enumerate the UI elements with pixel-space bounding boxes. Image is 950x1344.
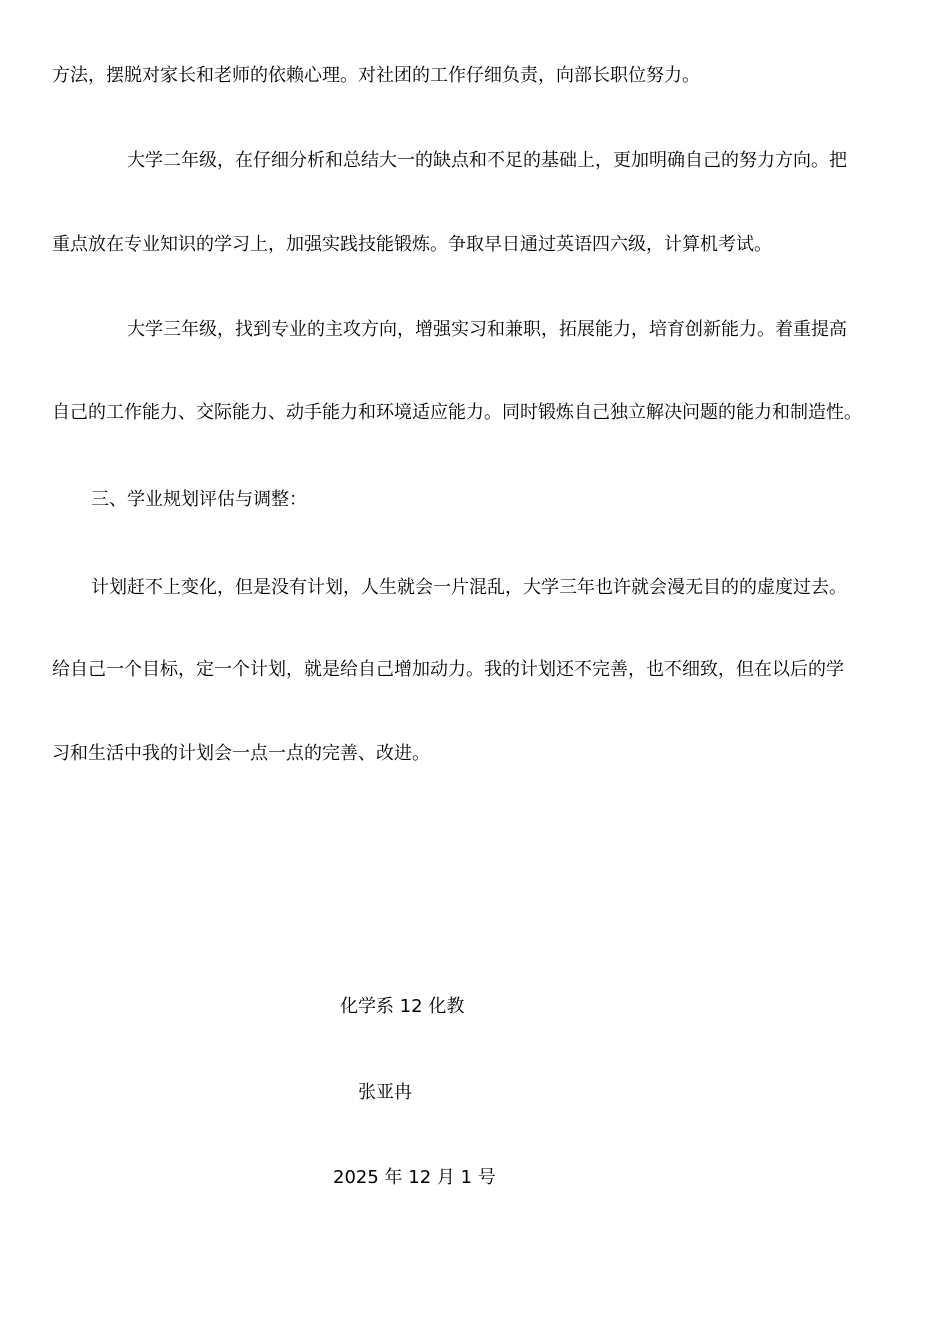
paragraph-line: 重点放在专业知识的学习上，加强实践技能锻炼。争取早日通过英语四六级，计算机考试。: [52, 234, 772, 255]
paragraph-line: 给自己一个目标，定一个计划，就是给自己增加动力。我的计划还不完善，也不细致，但在以后的学: [52, 659, 844, 680]
section-heading: 三、学业规划评估与调整：: [91, 489, 307, 510]
signature-name: 张亚冉: [358, 1082, 412, 1103]
paragraph-line: 计划赶不上变化，但是没有计划，人生就会一片混乱，大学三年也许就会漫无目的的虚度过去。: [91, 577, 847, 598]
signature-department: 化学系 12 化教: [340, 996, 465, 1017]
signature-date: 2025 年 12 月 1 号: [333, 1167, 496, 1188]
paragraph-line: 大学二年级，在仔细分析和总结大一的缺点和不足的基础上，更加明确自己的努力方向。把: [127, 150, 847, 171]
paragraph-line: 习和生活中我的计划会一点一点的完善、改进。: [52, 743, 430, 764]
paragraph-line: 大学三年级，找到专业的主攻方向，增强实习和兼职，拓展能力，培育创新能力。着重提高: [127, 319, 847, 340]
paragraph-line: 自己的工作能力、交际能力、动手能力和环境适应能力。同时锻炼自己独立解决问题的能力和制造性。: [52, 402, 862, 423]
paragraph-line: 方法，摆脱对家长和老师的依赖心理。对社团的工作仔细负责，向部长职位努力。: [52, 65, 700, 86]
